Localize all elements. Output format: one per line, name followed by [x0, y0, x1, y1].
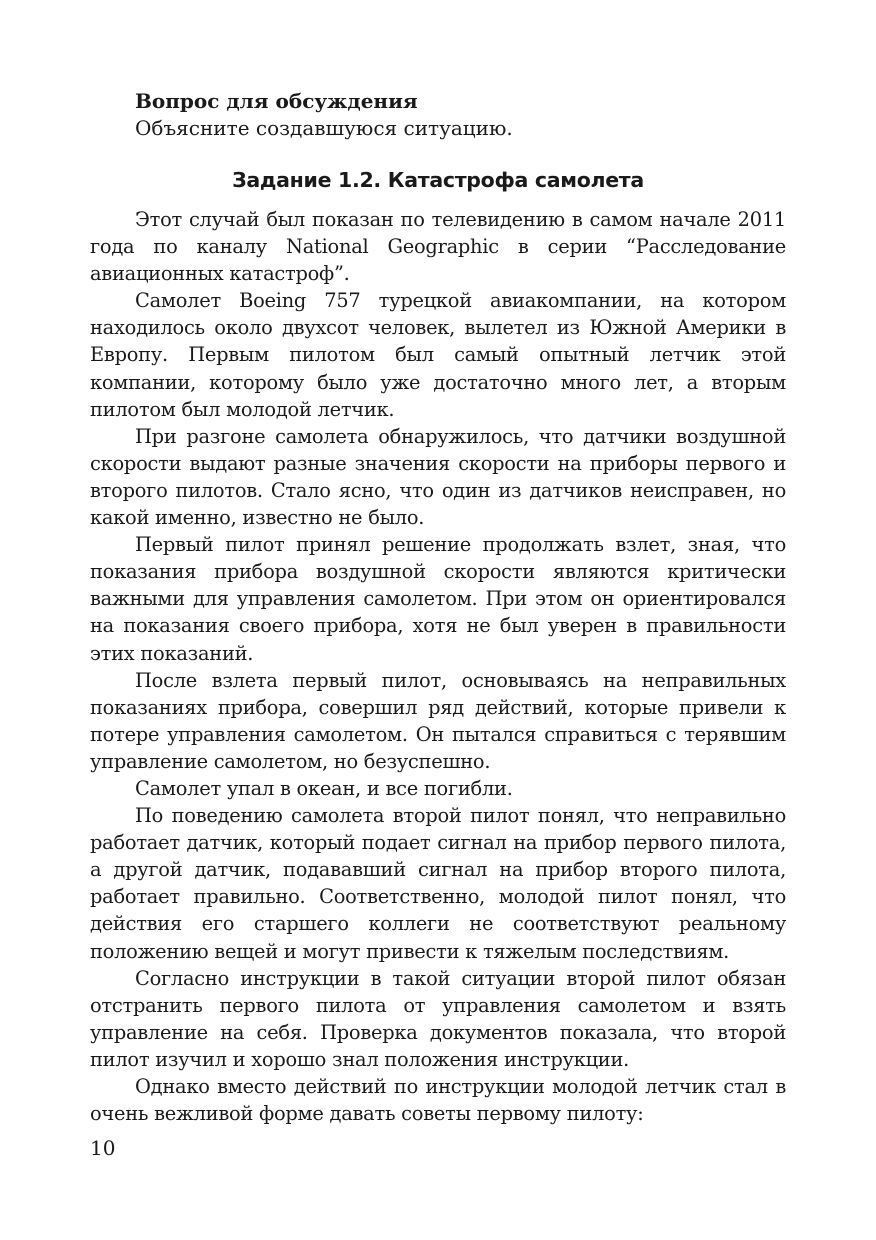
paragraph-6: Самолет упал в океан, и все погибли.: [135, 776, 513, 800]
paragraph-3: При разгоне самолета обнаружилось, что датчики воздушной скорости выдают разные значения скорости на приборы первого и второго пилотов. Стало ясно, что один из датчиков неисправен, но какой именно, известно не было.: [90, 424, 786, 530]
paragraph-8: Согласно инструкции в такой ситуации второй пилот обязан отстранить первого пилота от управления самолетом и взять управление на себя. Проверка документов показала, что второй пилот изучил и хорошо знал положения инструкции.: [90, 966, 786, 1071]
paragraph-5: После взлета первый пилот, основываясь на неправильных показаниях прибора, совершил ряд действий, которые привели к потере управления самолетом. Он пытался справиться с терявшим управление самолетом, но безуспешно.: [90, 668, 786, 773]
page-number: 10: [90, 1136, 116, 1160]
paragraph-1: Этот случай был показан по телевидению в самом начале 2011 года по каналу National Geographic в серии “Расследование авиационных катастроф”.: [90, 208, 786, 286]
paragraph-9: Однако вместо действий по инструкции молодой летчик стал в очень вежливой форме давать советы первому пилоту:: [90, 1075, 786, 1126]
paragraph-2: Самолет Boeing 757 турецкой авиакомпании, на котором находилось около двухсот человек, вылетел из Южной Америки в Европу. Первым пилотом был самый опытный летчик этой компании, которому было уже достаточно много лет, а вторым пилотом был молодой летчик.: [90, 289, 786, 421]
paragraph-7: По поведению самолета второй пилот понял, что неправильно работает датчик, который подает сигнал на прибор первого пилота, а другой датчик, подававший сигнал на прибор второго пилота, работает правильно. Соответственно, молодой пилот понял, что действия его старшего коллеги не соответствуют реальному положению вещей и могут привести к тяжелым последствиям.: [90, 804, 786, 963]
discussion-question-block: [135, 88, 795, 142]
task-heading: Задание 1.2. Катастрофа самолета: [232, 168, 644, 192]
discussion-question-text: Объясните создавшуюся ситуацию.: [135, 116, 513, 140]
task-body: [90, 206, 786, 1127]
discussion-question-title: Вопрос для обсуждения: [135, 89, 418, 113]
paragraph-4: Первый пилот принял решение продолжать взлет, зная, что показания прибора воздушной скорости являются критически важными для управления самолетом. При этом он ориентировался на показания своего прибора, хотя не был уверен в правильности этих показаний.: [90, 533, 786, 665]
